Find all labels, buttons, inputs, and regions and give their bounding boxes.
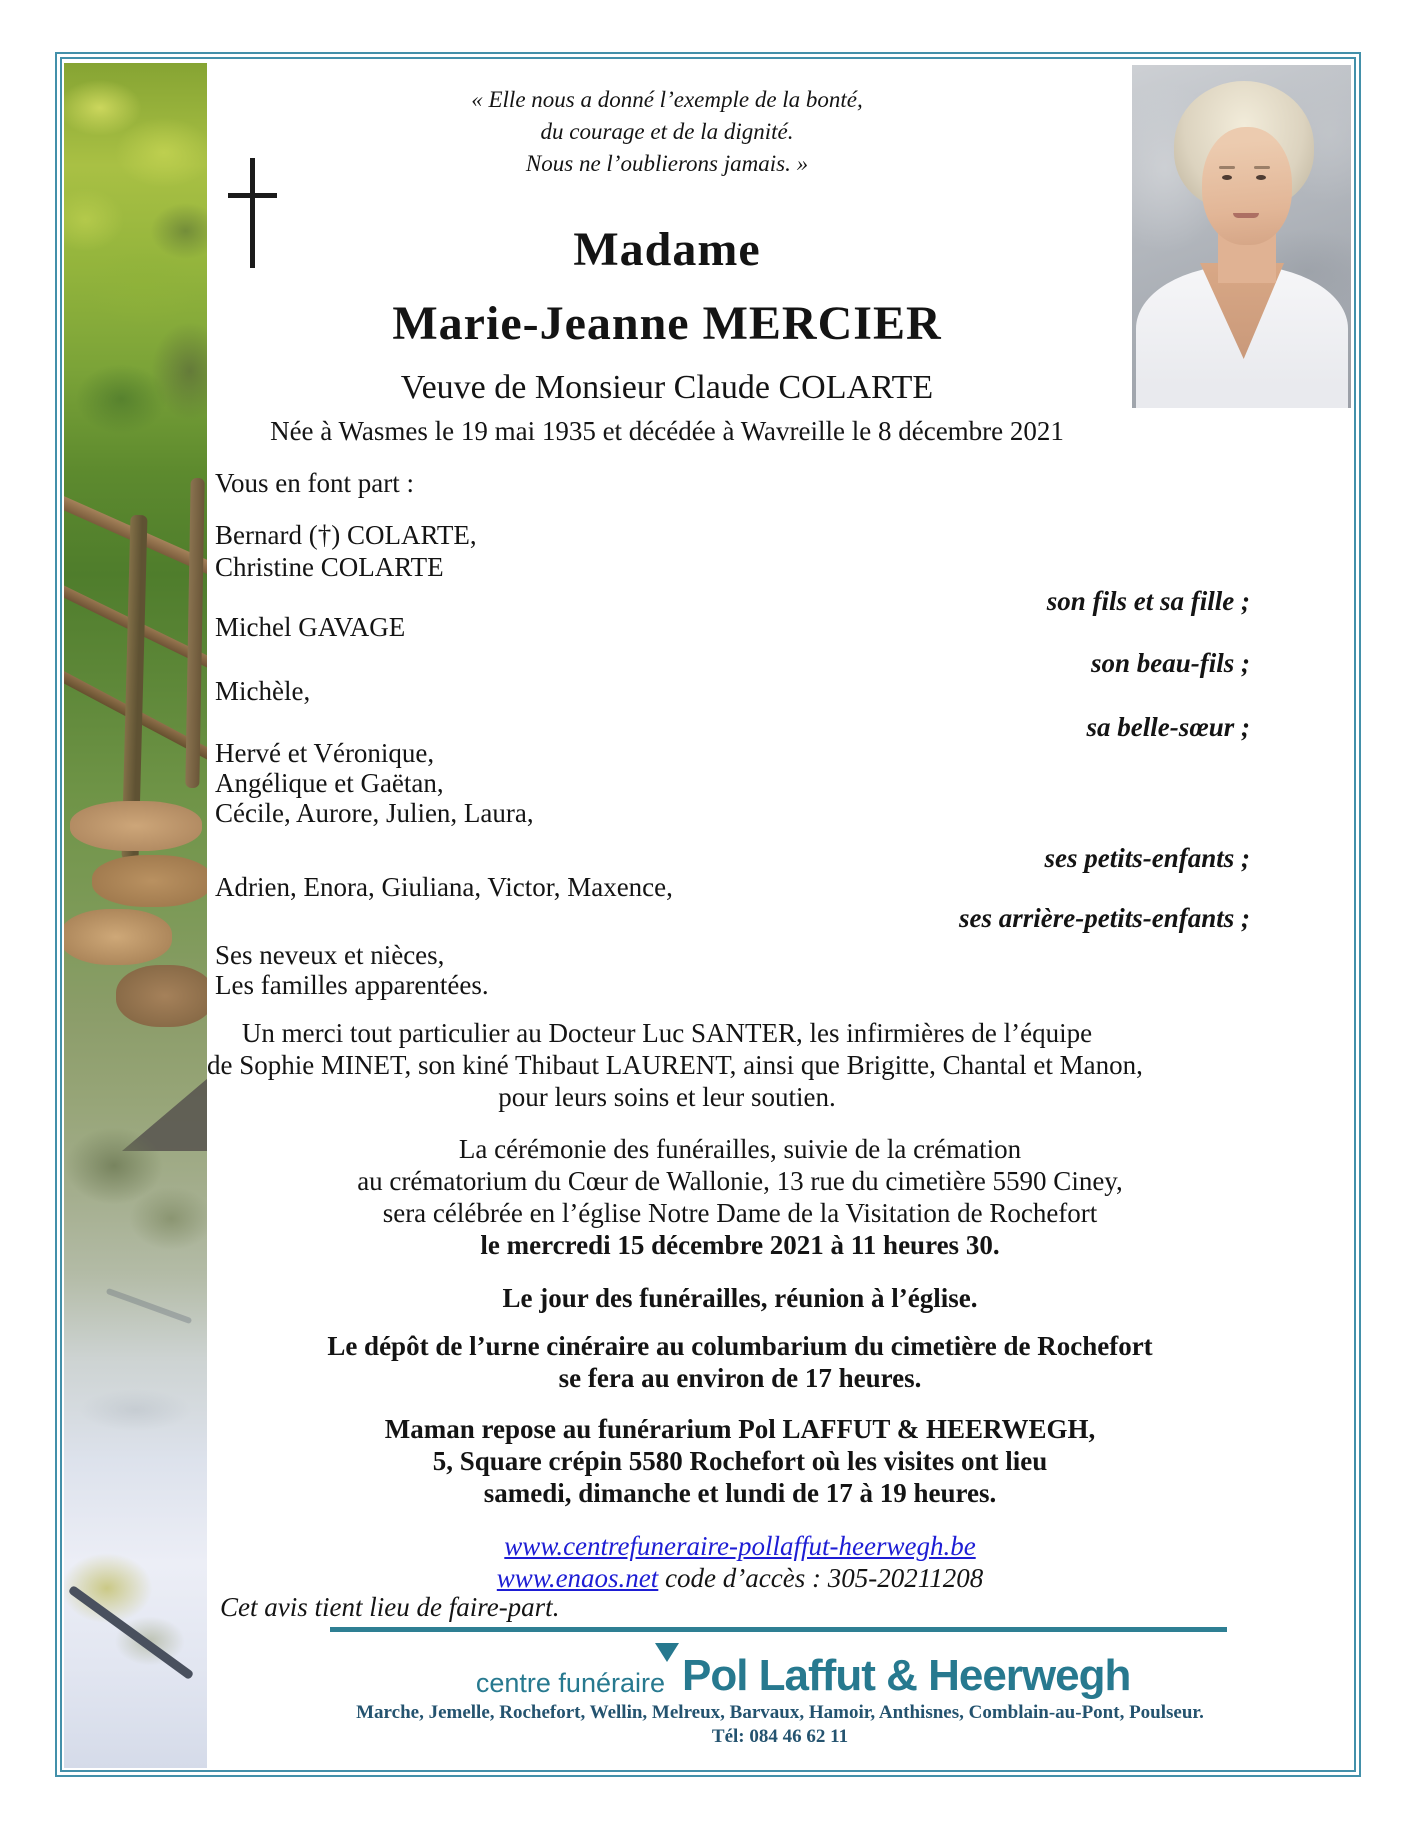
relation-label: son fils et sa fille ;	[1046, 586, 1250, 616]
photo-eye	[1256, 175, 1266, 180]
brand-triangle-icon	[655, 1643, 679, 1662]
access-code-text: code d’accès : 305-20211208	[658, 1563, 984, 1593]
ceremony-line: La cérémonie des funérailles, suivie de la crémation	[458, 1134, 1022, 1164]
strip-stone	[92, 855, 207, 907]
ceremony-date-line: le mercredi 15 décembre 2021 à 11 heures 30.	[480, 1230, 1000, 1260]
meeting-line: Le jour des funérailles, réunion à l’église.	[502, 1283, 978, 1313]
funeral-home-website-link[interactable]: www.centrefuneraire-pollaffut-heerwegh.be	[504, 1531, 976, 1561]
family-name: Adrien, Enora, Giuliana, Victor, Maxence,	[215, 872, 673, 902]
widow-line: Veuve de Monsieur Claude COLARTE	[400, 369, 934, 406]
family-name: Cécile, Aurore, Julien, Laura,	[215, 798, 534, 828]
brand-prefix: centre funéraire	[475, 1668, 665, 1698]
enaos-website-link[interactable]: www.enaos.net	[496, 1563, 659, 1593]
relation-label: ses arrière-petits-enfants ;	[959, 903, 1250, 933]
ceremony-line: au crématorium du Cœur de Wallonie, 13 rue du cimetière 5590 Ciney,	[357, 1166, 1123, 1196]
strip-stone	[70, 801, 202, 851]
enaos-link-row	[207, 1563, 1273, 1595]
family-name: Christine COLARTE	[215, 552, 444, 582]
family-name: Les familles apparentées.	[215, 970, 489, 1000]
footer-locations: Marche, Jemelle, Rochefort, Wellin, Melreux, Barvaux, Hamoir, Anthisnes, Comblain-au-Pont, Poulseur.	[356, 1702, 1204, 1723]
photo-mouth	[1233, 213, 1259, 218]
birth-death-line: Née à Wasmes le 19 mai 1935 et décédée à Wavreille le 8 décembre 2021	[270, 416, 1064, 446]
ceremony-line: sera célébrée en l’église Notre Dame de la Visitation de Rochefort	[382, 1198, 1098, 1228]
relation-label: son beau-fils ;	[1090, 648, 1250, 678]
photo-eyebrow	[1219, 166, 1235, 169]
memorial-photo	[1132, 65, 1351, 408]
photo-eye	[1222, 175, 1232, 180]
footer-separator-line	[330, 1627, 1227, 1632]
website-link-row	[207, 1531, 1273, 1563]
title-madame: Madame	[573, 223, 761, 276]
relation-label: ses petits-enfants ;	[1044, 843, 1250, 873]
photo-face	[1202, 127, 1292, 245]
thanks-line: de Sophie MINET, son kiné Thibaut LAURENT, ainsi que Brigitte, Chantal et Manon,	[207, 1050, 1143, 1080]
brand-name: Pol Laffut & Heerwegh	[682, 1651, 1131, 1700]
family-name: Ses neveux et nièces,	[215, 940, 445, 970]
family-name: Michèle,	[215, 676, 311, 706]
thanks-line: pour leurs soins et leur soutien.	[498, 1082, 836, 1112]
photo-eyebrow	[1254, 166, 1270, 169]
repose-line: 5, Square crépin 5580 Rochefort où les visites ont lieu	[432, 1446, 1048, 1476]
quote-line: Nous ne l’oublierons jamais. »	[525, 151, 809, 176]
footer-phone: Tél: 084 46 62 11	[711, 1726, 849, 1747]
quote-line: « Elle nous a donné l’exemple de la bonté,	[471, 87, 863, 112]
family-name: Angélique et Gaëtan,	[215, 768, 444, 798]
announcement-intro: Vous en font part :	[215, 468, 414, 498]
family-name: Hervé et Véronique,	[215, 738, 435, 768]
thanks-line: Un merci tout particulier au Docteur Luc SANTER, les infirmières de l’équipe	[241, 1018, 1093, 1048]
relation-label: sa belle-sœur ;	[1086, 712, 1250, 742]
family-name: Michel GAVAGE	[215, 612, 406, 642]
strip-stone	[116, 965, 207, 1027]
nature-strip-photo	[64, 63, 207, 1768]
family-name: Bernard (†) COLARTE,	[215, 520, 477, 550]
urn-line: Le dépôt de l’urne cinéraire au columbarium du cimetière de Rochefort	[327, 1331, 1153, 1361]
repose-line: samedi, dimanche et lundi de 17 à 19 heures.	[483, 1478, 997, 1508]
quote-line: du courage et de la dignité.	[540, 119, 794, 144]
strip-stone	[64, 909, 172, 965]
repose-line: Maman repose au funérarium Pol LAFFUT & HEERWEGH,	[384, 1414, 1096, 1444]
urn-line: se fera au environ de 17 heures.	[558, 1363, 922, 1393]
cross-icon	[228, 193, 277, 198]
deceased-name: Marie-Jeanne MERCIER	[392, 297, 942, 350]
notice-line: Cet avis tient lieu de faire-part.	[220, 1592, 560, 1622]
